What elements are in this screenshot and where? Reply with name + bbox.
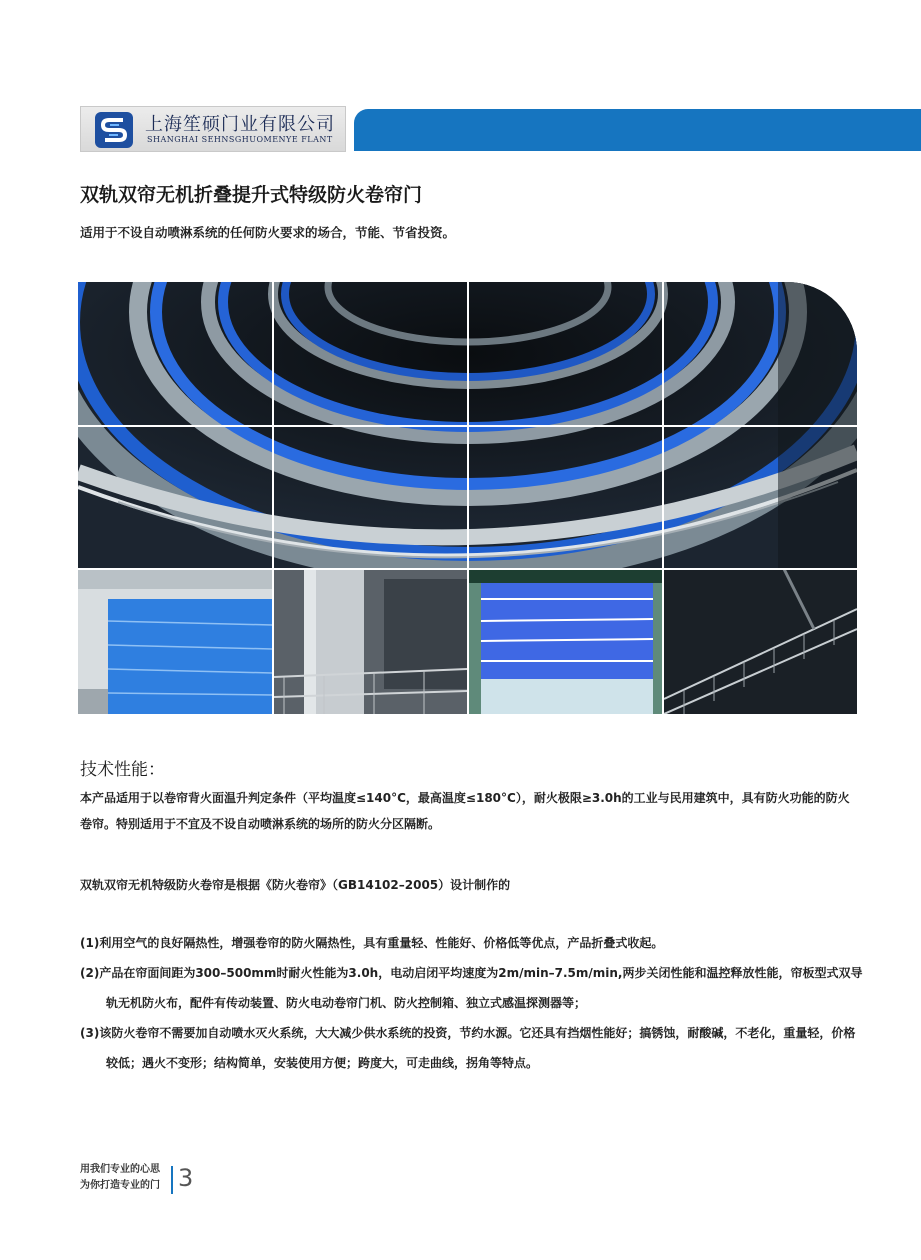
footer-divider xyxy=(171,1166,173,1194)
page-subtitle: 适用于不设自动喷淋系统的任何防火要求的场合，节能、节省投资。 xyxy=(80,225,456,240)
photo-grid xyxy=(78,282,857,714)
footer-slogan xyxy=(80,1162,160,1194)
paragraph-intro: 本产品适用于以卷帘背火面温升判定条件（平均温度≤140°C，最高温度≤180°C），耐火极限≥3.0h的工业与民用建筑中，具有防火功能的防火卷帘。特别适用于不宜及不设自动喷淋系统的场所的防火分区隔断。 xyxy=(80,791,850,831)
installed-blue-curtain-photo xyxy=(469,569,662,714)
company-logo-box xyxy=(80,106,346,152)
stair-railing-photo xyxy=(664,569,857,714)
list-item: (1)利用空气的良好隔热性，增强卷帘的防火隔热性，具有重量轻、性能好、价格低等优点，产品折叠式收起。 xyxy=(80,936,664,950)
company-name-cn: 上海笙硕门业有限公司 xyxy=(145,114,335,135)
list-item: (2)产品在帘面间距为300–500mm时耐火性能为3.0h，电动启闭平均速度为2m/min–7.5m/min,两步关闭性能和温控释放性能，帘板型式双导轨无机防火布，配件有传动装置、防火电动卷帘门机、防火控制箱、独立式感温探测器等； xyxy=(80,966,863,1010)
grid-line xyxy=(78,425,857,427)
list-item: (3)该防火卷帘不需要加自动喷水灭火系统，大大减少供水系统的投资，节约水源。它还具有挡烟性能好；搞锈蚀，耐酸碱，不老化，重量轻，价格较低；遇火不变形；结构简单，安装使用方便；跨度大，可走曲线，拐角等特点。 xyxy=(80,1026,856,1070)
page-number: 3 xyxy=(178,1164,194,1192)
blue-curtain-wall-photo xyxy=(78,569,272,714)
company-name-en: SHANGHAI SEHNSGHUOMENYE FLANT xyxy=(147,135,333,144)
paragraph-standard: 双轨双帘无机特级防火卷帘是根据《防火卷帘》（GB14102–2005）设计制作的 xyxy=(80,878,511,892)
footer-slogan-line1: 用我们专业的心思 xyxy=(80,1164,160,1175)
grid-line xyxy=(467,282,469,714)
section-heading: 技术性能： xyxy=(80,760,165,780)
header-accent-bar xyxy=(354,109,921,151)
grid-line xyxy=(272,282,274,714)
page-title: 双轨双帘无机折叠提升式特级防火卷帘门 xyxy=(80,184,423,206)
footer-slogan-line2: 为你打造专业的门 xyxy=(80,1180,160,1191)
grid-line xyxy=(662,282,664,714)
feature-list xyxy=(80,928,865,1078)
column-corridor-photo xyxy=(274,569,467,714)
double-s-logo-icon xyxy=(95,112,133,148)
grid-line xyxy=(78,568,857,570)
